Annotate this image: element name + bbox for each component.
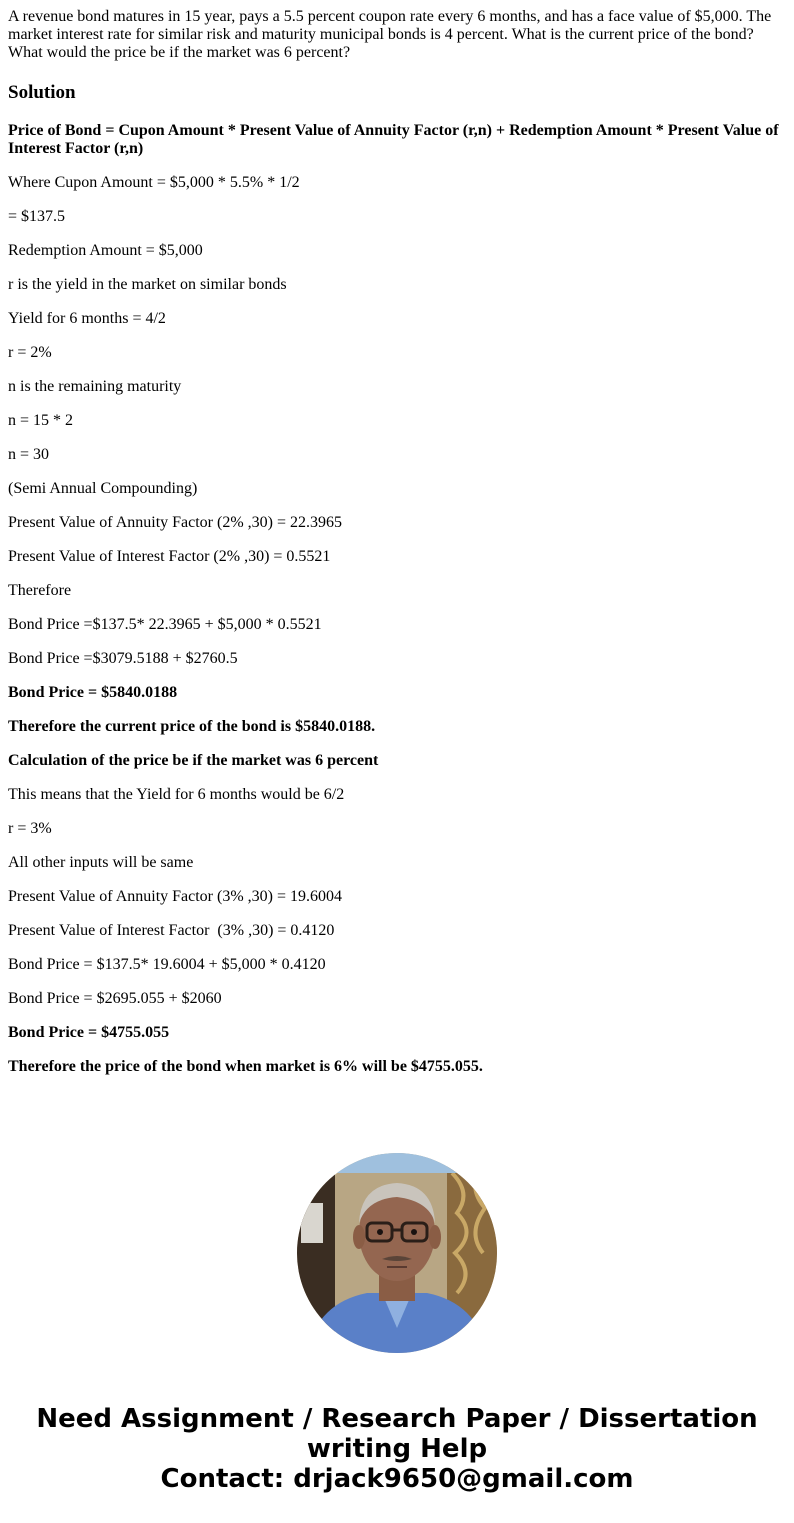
solution-line: Bond Price = $2695.055 + $2060: [8, 990, 222, 1007]
document-body: [8, 8, 786, 1092]
solution-line: n is the remaining maturity: [8, 378, 182, 395]
solution-line: Bond Price = $137.5* 19.6004 + $5,000 * 0.4120: [8, 956, 326, 973]
solution-line: Present Value of Interest Factor (3% ,30) = 0.4120: [8, 922, 335, 939]
footer-line-2: writing Help: [306, 1434, 488, 1464]
solution-line: Bond Price = $4755.055: [8, 1024, 170, 1041]
footer-contact: Contact: drjack9650@gmail.com: [160, 1464, 634, 1494]
author-avatar: [297, 1153, 497, 1353]
solution-line: All other inputs will be same: [8, 854, 194, 871]
solution-line: Bond Price =$137.5* 22.3965 + $5,000 * 0.5521: [8, 616, 322, 633]
solution-line: Redemption Amount = $5,000: [8, 242, 203, 259]
solution-line: Calculation of the price be if the market was 6 percent: [8, 752, 379, 769]
solution-line: = $137.5: [8, 208, 66, 225]
solution-line: Present Value of Annuity Factor (2% ,30) = 22.3965: [8, 514, 343, 531]
solution-heading: Solution: [8, 82, 76, 103]
solution-line: (Semi Annual Compounding): [8, 480, 198, 497]
footer-banner: [0, 1404, 794, 1494]
solution-line: Present Value of Interest Factor (2% ,30) = 0.5521: [8, 548, 331, 565]
solution-line: Price of Bond = Cupon Amount * Present Value of Annuity Factor (r,n) + Redemption Amount * Present Value of Interest Factor (r,n): [8, 122, 783, 157]
solution-line: This means that the Yield for 6 months would be 6/2: [8, 786, 345, 803]
solution-line: Therefore the current price of the bond is $5840.0188.: [8, 718, 376, 735]
footer-line-1: Need Assignment / Research Paper / Dissertation: [36, 1404, 758, 1434]
solution-line: Present Value of Annuity Factor (3% ,30) = 19.6004: [8, 888, 343, 905]
solution-line: r = 3%: [8, 820, 52, 837]
solution-line: Bond Price =$3079.5188 + $2760.5: [8, 650, 238, 667]
solution-line: Where Cupon Amount = $5,000 * 5.5% * 1/2: [8, 174, 300, 191]
solution-lines: [8, 122, 786, 1076]
solution-line: Yield for 6 months = 4/2: [8, 310, 166, 327]
solution-line: n = 30: [8, 446, 50, 463]
question-text: A revenue bond matures in 15 year, pays a 5.5 percent coupon rate every 6 months, and has a face value of $5,000. The market interest rate for similar risk and maturity municipal bonds is 4 percent. What is the current price of the bond? What would the price be if the market was 6 percent?: [8, 8, 772, 61]
solution-line: r = 2%: [8, 344, 52, 361]
solution-line: n = 15 * 2: [8, 412, 74, 429]
solution-line: Therefore: [8, 582, 72, 599]
solution-line: Bond Price = $5840.0188: [8, 684, 178, 701]
solution-line: r is the yield in the market on similar bonds: [8, 276, 287, 293]
solution-line: Therefore the price of the bond when market is 6% will be $4755.055.: [8, 1058, 483, 1075]
